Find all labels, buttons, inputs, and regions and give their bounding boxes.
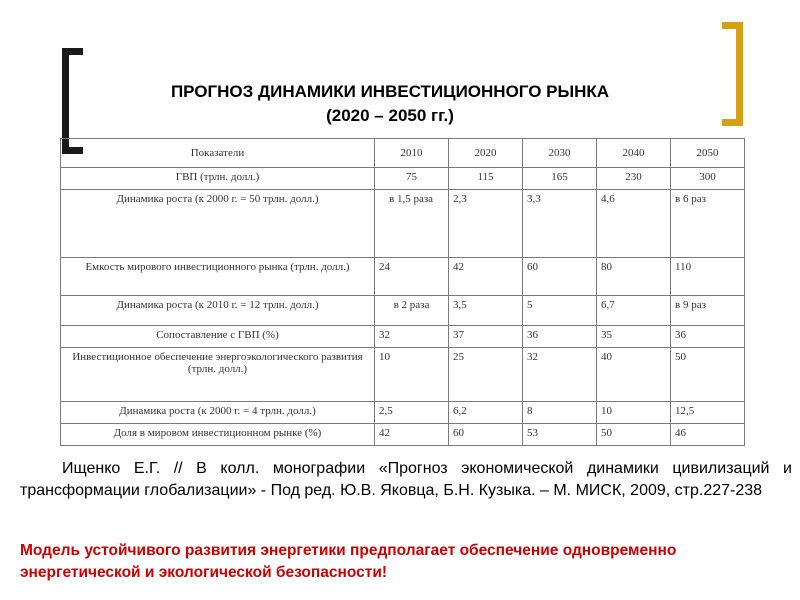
- row-label: Емкость мирового инвестиционного рынка (трлн. долл.): [61, 258, 375, 296]
- cell-value: 230: [597, 168, 671, 190]
- cell-value: 46: [671, 424, 745, 446]
- cell-value: 32: [523, 348, 597, 402]
- cell-value: 37: [449, 326, 523, 348]
- reference-text: Ищенко Е.Г. // В колл. монографии «Прогноз экономической динамики цивилизаций и трансформации глобализации» - Под ред. Ю.В. Яковца, Б.Н. Кузыка. – М. МИСК, 2009, стр.227-238: [20, 460, 792, 499]
- row-label: Инвестиционное обеспечение энергоэкологического развития (трлн. долл.): [61, 348, 375, 402]
- forecast-table: [60, 138, 745, 446]
- table-row: [61, 168, 745, 190]
- cell-value: 8: [523, 402, 597, 424]
- cell-value: 4,6: [597, 190, 671, 258]
- header-2010: 2010: [375, 139, 449, 168]
- row-label: Динамика роста (к 2010 г. = 12 трлн. долл.): [61, 296, 375, 326]
- table-row: [61, 296, 745, 326]
- cell-value: 60: [449, 424, 523, 446]
- table-row: [61, 424, 745, 446]
- row-label: ГВП (трлн. долл.): [61, 168, 375, 190]
- cell-value: 40: [597, 348, 671, 402]
- cell-value: 42: [375, 424, 449, 446]
- row-label: Динамика роста (к 2000 г. = 4 трлн. долл.): [61, 402, 375, 424]
- cell-value: 300: [671, 168, 745, 190]
- title-line-2: (2020 – 2050 гг.): [326, 106, 454, 125]
- cell-value: 36: [523, 326, 597, 348]
- cell-value: в 2 раза: [375, 296, 449, 326]
- slide-title: [90, 80, 690, 128]
- cell-value: 32: [375, 326, 449, 348]
- cell-value: 42: [449, 258, 523, 296]
- table-row: [61, 326, 745, 348]
- cell-value: 53: [523, 424, 597, 446]
- cell-value: 50: [597, 424, 671, 446]
- cell-value: 110: [671, 258, 745, 296]
- cell-value: 2,3: [449, 190, 523, 258]
- table-row: [61, 402, 745, 424]
- cell-value: 115: [449, 168, 523, 190]
- cell-value: 50: [671, 348, 745, 402]
- cell-value: 6,7: [597, 296, 671, 326]
- cell-value-wrapped: [375, 190, 449, 258]
- cell-value: 3,5: [449, 296, 523, 326]
- row-label: Динамика роста (к 2000 г. = 50 трлн. долл.): [61, 190, 375, 258]
- cell-value: 80: [597, 258, 671, 296]
- cell-value: в 9 раз: [671, 296, 745, 326]
- cell-value: в 6 раз: [671, 190, 745, 258]
- header-indicators: Показатели: [61, 139, 375, 168]
- table-row: [61, 348, 745, 402]
- row-label: Доля в мировом инвестиционном рынке (%): [61, 424, 375, 446]
- cell-value: 5: [523, 296, 597, 326]
- cell-value: 165: [523, 168, 597, 190]
- header-2040: 2040: [597, 139, 671, 168]
- header-2050: 2050: [671, 139, 745, 168]
- row-label: Сопоставление с ГВП (%): [61, 326, 375, 348]
- cell-value: 2,5: [375, 402, 449, 424]
- cell-value: 24: [375, 258, 449, 296]
- conclusion-note: Модель устойчивого развития энергетики предполагает обеспечение одновременно энергетической и экологической безопасности!: [20, 542, 677, 581]
- table-row: [61, 190, 745, 258]
- table-header-row: [61, 139, 745, 168]
- cell-value: 36: [671, 326, 745, 348]
- cell-value: 60: [523, 258, 597, 296]
- header-2030: 2030: [523, 139, 597, 168]
- title-line-1: ПРОГНОЗ ДИНАМИКИ ИНВЕСТИЦИОННОГО РЫНКА: [170, 82, 610, 101]
- cell-value: 75: [375, 168, 449, 190]
- header-2020: 2020: [449, 139, 523, 168]
- cell-value: 35: [597, 326, 671, 348]
- cell-value: 3,3: [523, 190, 597, 258]
- table-row: [61, 258, 745, 296]
- reference-paragraph: [20, 458, 792, 502]
- cell-value: 12,5: [671, 402, 745, 424]
- cell-value: 10: [375, 348, 449, 402]
- cell-value: в 1,5 раза: [389, 193, 434, 205]
- cell-value: 10: [597, 402, 671, 424]
- cell-value: 25: [449, 348, 523, 402]
- cell-value: 6,2: [449, 402, 523, 424]
- right-bracket-decoration: [722, 22, 743, 126]
